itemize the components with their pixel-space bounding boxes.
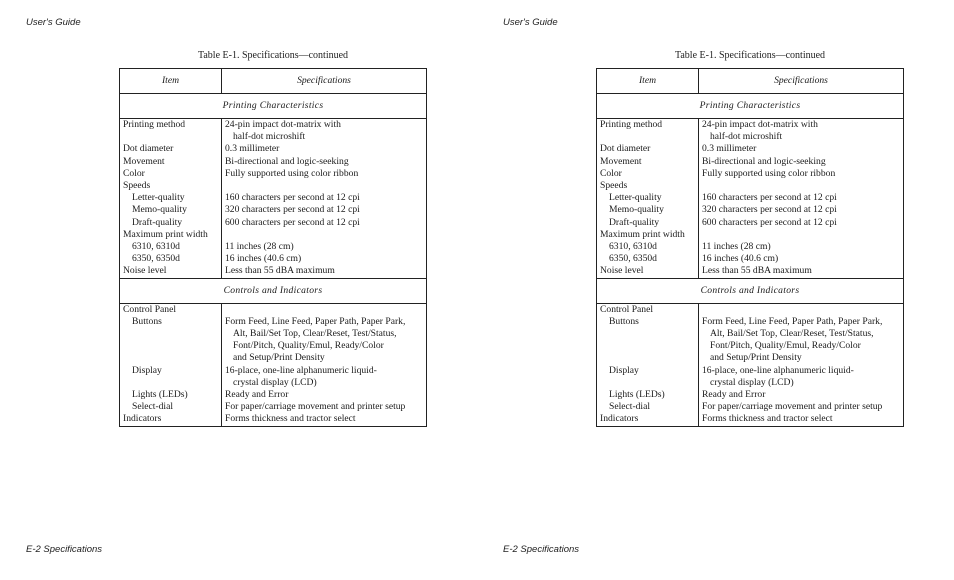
row-spec: 160 characters per second at 12 cpi: [702, 192, 837, 204]
table-row: [597, 303, 904, 365]
table-row: [120, 401, 427, 413]
table-row: [597, 389, 904, 401]
running-header: User's Guide: [26, 17, 81, 28]
row-subitem: Display: [132, 364, 162, 376]
table-row: [120, 265, 427, 278]
row-spec: For paper/carriage movement and printer setup: [225, 401, 406, 413]
row-spec: 24-pin impact dot-matrix with: [225, 119, 341, 130]
spec-table: [119, 68, 427, 427]
row-item: Color: [600, 167, 622, 179]
running-header: User's Guide: [503, 17, 558, 28]
row-spec: half-dot microshift: [233, 131, 306, 143]
row-subitem: Select-dial: [609, 401, 651, 413]
table-row: [120, 143, 427, 155]
row-item: Speeds: [600, 180, 628, 192]
table-row: [597, 365, 904, 389]
table-row: [120, 119, 427, 144]
row-spec: Less than 55 dBA maximum: [225, 265, 335, 277]
row-subitem: Buttons: [609, 315, 639, 327]
row-spec: crystal display (LCD): [710, 376, 794, 388]
table-row: [597, 143, 904, 155]
row-item: Control Panel: [600, 303, 654, 315]
table-row: [120, 389, 427, 401]
table-caption: Table E-1. Specifications—continued: [197, 50, 349, 61]
row-item: Noise level: [600, 265, 644, 277]
table-row: [120, 303, 427, 365]
section-printing: Printing Characteristics: [597, 94, 904, 119]
row-item: Maximum print width: [123, 228, 208, 240]
row-spec: and Setup/Print Density: [710, 352, 802, 364]
table-row: [597, 265, 904, 278]
table-row: [597, 229, 904, 266]
row-spec: crystal display (LCD): [233, 376, 317, 388]
row-subitem: Lights (LEDs): [609, 389, 665, 401]
table-row: [120, 156, 427, 168]
row-item: Speeds: [123, 180, 151, 192]
table-row: [120, 180, 427, 229]
row-spec: For paper/carriage movement and printer setup: [702, 401, 883, 413]
row-spec: Form Feed, Line Feed, Paper Path, Paper Park,: [225, 315, 406, 327]
row-spec: Form Feed, Line Feed, Paper Path, Paper Park,: [702, 315, 883, 327]
row-spec: 16 inches (40.6 cm): [702, 253, 779, 265]
row-item: Indicators: [123, 413, 162, 425]
row-spec: Font/Pitch, Quality/Emul, Ready/Color: [233, 340, 384, 352]
row-spec: Forms thickness and tractor select: [225, 413, 356, 425]
row-item: Movement: [600, 155, 642, 167]
row-subitem: 6350, 6350d: [132, 253, 180, 265]
row-spec: 0.3 millimeter: [225, 143, 280, 155]
table-row: [120, 168, 427, 180]
page-right: [477, 0, 954, 580]
row-spec: 600 characters per second at 12 cpi: [225, 216, 360, 228]
row-item: Movement: [123, 155, 165, 167]
row-spec: 600 characters per second at 12 cpi: [702, 216, 837, 228]
row-spec: Alt, Bail/Set Top, Clear/Reset, Test/Status,: [233, 328, 397, 340]
row-subitem: Select-dial: [132, 401, 174, 413]
row-item: Indicators: [600, 413, 639, 425]
row-spec: 16 inches (40.6 cm): [225, 253, 302, 265]
row-subitem: Memo-quality: [132, 204, 187, 216]
table-row: [597, 413, 904, 426]
running-footer: E-2 Specifications: [503, 544, 580, 555]
row-spec: Alt, Bail/Set Top, Clear/Reset, Test/Status,: [710, 328, 874, 340]
spec-table: [596, 68, 904, 427]
row-spec: Fully supported using color ribbon: [702, 167, 836, 179]
row-subitem: Letter-quality: [132, 192, 185, 204]
row-item: Control Panel: [123, 303, 177, 315]
row-subitem: Letter-quality: [609, 192, 662, 204]
row-item: Printing method: [600, 119, 663, 130]
row-subitem: Draft-quality: [609, 216, 660, 228]
row-spec: Ready and Error: [702, 389, 766, 401]
row-item: Maximum print width: [600, 228, 685, 240]
row-spec: 320 characters per second at 12 cpi: [702, 204, 837, 216]
table-caption: Table E-1. Specifications—continued: [674, 50, 826, 61]
running-footer: E-2 Specifications: [26, 544, 103, 555]
row-spec: Font/Pitch, Quality/Emul, Ready/Color: [710, 340, 861, 352]
col-header-spec: Specifications: [222, 69, 427, 94]
row-spec: Ready and Error: [225, 389, 289, 401]
row-spec: Fully supported using color ribbon: [225, 167, 359, 179]
row-subitem: 6310, 6310d: [132, 241, 180, 253]
table-row: [597, 401, 904, 413]
row-spec: 11 inches (28 cm): [702, 241, 771, 253]
row-item: Printing method: [123, 119, 186, 130]
row-subitem: Lights (LEDs): [132, 389, 188, 401]
row-spec: 11 inches (28 cm): [225, 241, 294, 253]
row-subitem: 6310, 6310d: [609, 241, 657, 253]
table-row: [597, 119, 904, 144]
row-item: Dot diameter: [600, 143, 651, 155]
row-spec: 160 characters per second at 12 cpi: [225, 192, 360, 204]
row-spec: 16-place, one-line alphanumeric liquid-: [702, 364, 854, 376]
row-spec: half-dot microshift: [710, 131, 783, 143]
table-row: [597, 180, 904, 229]
col-header-item: Item: [597, 69, 699, 94]
row-spec: and Setup/Print Density: [233, 352, 325, 364]
table-row: [597, 156, 904, 168]
row-spec: Bi-directional and logic-seeking: [702, 155, 826, 167]
row-spec: 0.3 millimeter: [702, 143, 757, 155]
section-controls: Controls and Indicators: [597, 278, 904, 303]
col-header-item: Item: [120, 69, 222, 94]
table-row: [597, 168, 904, 180]
row-subitem: Buttons: [132, 315, 162, 327]
row-subitem: Draft-quality: [132, 216, 183, 228]
row-spec: 320 characters per second at 12 cpi: [225, 204, 360, 216]
table-row: [120, 229, 427, 266]
row-subitem: 6350, 6350d: [609, 253, 657, 265]
section-printing: Printing Characteristics: [120, 94, 427, 119]
row-subitem: Memo-quality: [609, 204, 664, 216]
section-controls: Controls and Indicators: [120, 278, 427, 303]
row-spec: Bi-directional and logic-seeking: [225, 155, 349, 167]
row-spec: 16-place, one-line alphanumeric liquid-: [225, 364, 377, 376]
table-row: [120, 413, 427, 426]
row-subitem: Display: [609, 364, 639, 376]
table-row: [120, 365, 427, 389]
row-item: Noise level: [123, 265, 167, 277]
col-header-spec: Specifications: [699, 69, 904, 94]
row-item: Color: [123, 167, 145, 179]
row-spec: Forms thickness and tractor select: [702, 413, 833, 425]
row-item: Dot diameter: [123, 143, 174, 155]
row-spec: 24-pin impact dot-matrix with: [702, 119, 818, 130]
row-spec: Less than 55 dBA maximum: [702, 265, 812, 277]
